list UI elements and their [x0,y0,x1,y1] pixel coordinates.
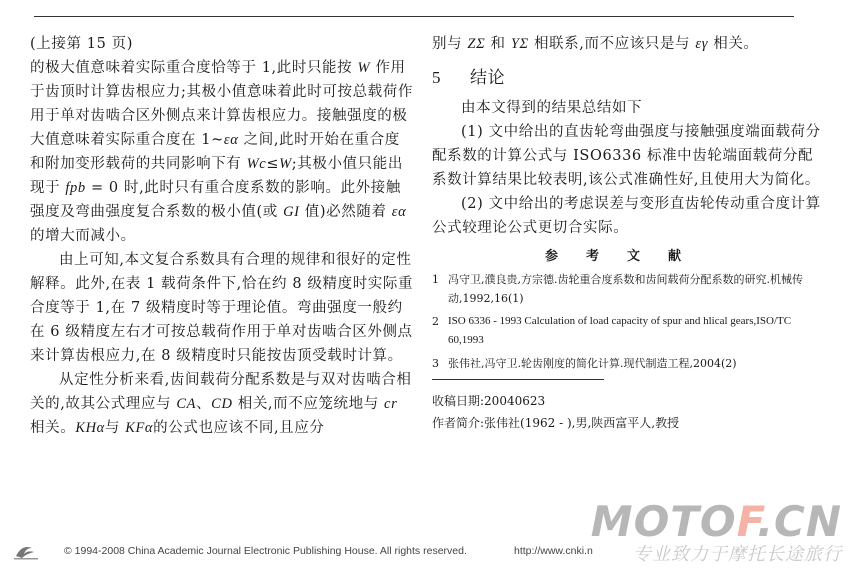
reference-item: 1 冯守卫,濮良贵,方宗德.齿轮重合度系数和齿间载荷分配系数的研究.机械传动,1992,16(1) [432,273,803,305]
continued-text: 别与 ZΣ 和 YΣ 相联系,而不应该只是与 εγ 相关。 [432,36,759,52]
watermark-brand: MOTOF.CN [590,497,842,546]
source-url: http://www.cnki.n [514,545,593,557]
reference-item: 2 ISO 6336 - 1993 Calculation of load capacity of spur and hlical gears,ISO/TC 60,1993 [432,315,792,346]
reference-item: 3 张伟社,冯守卫.轮齿刚度的简化计算.现代制造工程,2004(2) [432,357,737,370]
watermark-tagline: 专业致力于摩托长途旅行 [633,544,842,565]
paragraph-1: 的极大值意味着实际重合度恰等于 1,此时只能按 W 作用于齿顶时计算齿根应力;其极小值意味着此时可按总载荷作用于单对齿啮合区外侧点来计算齿根应力。接触强度的极大值意味着实际重合度在 1~εα 之间,此时开始在重合度和附加变形载荷的共同影响下有 Wc≤W;其极小值只能出现于 fpb = 0 时,此时只有重合度系数的影响。此外接触强度及弯曲强度复合系数的极小值(或 GI 值)必然随着 εα 的增大而减小。 [30,60,413,244]
paragraph-2: 由上可知,本文复合系数具有合理的规律和很好的定性解释。此外,在表 1 载荷条件下,恰在约 8 级精度时实际重合度等于 1,在 7 级精度时等于理论值。弯曲强度一般约在 6 级精度左右才可按总载荷作用于单对齿啮合区外侧点来计算齿根应力,在 8 级精度时只能按齿顶受载时计算。 [30,252,414,364]
section-heading: 5 结论 [432,68,506,88]
conclusion-2: (2) 文中给出的考虑误差与变形直齿轮传动重合度计算公式较理论公式更切合实际。 [432,196,821,236]
footnote-rule [432,379,604,380]
references-heading: 参考文献 [544,249,709,264]
reference-list [432,270,822,373]
received-date: 收稿日期:20040623 [432,394,546,408]
left-column [30,32,414,440]
copyright-text: © 1994-2008 China Academic Journal Electronic Publishing House. All rights reserved. [64,545,467,557]
cnki-logo-icon [12,542,40,562]
continued-note: (上接第 15 页) [30,36,133,52]
paragraph-3: 从定性分析来看,齿间载荷分配系数是与双对齿啮合相关的,故其公式理应与 CA、CD 相关,而不应笼统地与 cr 相关。KHα与 KFα的公式也应该不同,且应分 [30,372,412,436]
author-bio: 作者简介:张伟社(1962 - ),男,陕西富平人,教授 [432,416,680,430]
motof-watermark [590,497,846,570]
conclusion-1: (1) 文中给出的直齿轮弯曲强度与接触强度端面载荷分配系数的计算公式与 ISO6336 标准中齿轮端面载荷分配系数计算结果比较表明,该公式准确性好,且使用大为简化。 [432,124,821,188]
top-rule [34,16,794,17]
conclusion-intro: 由本文得到的结果总结如下 [461,100,643,116]
right-column [432,32,822,434]
